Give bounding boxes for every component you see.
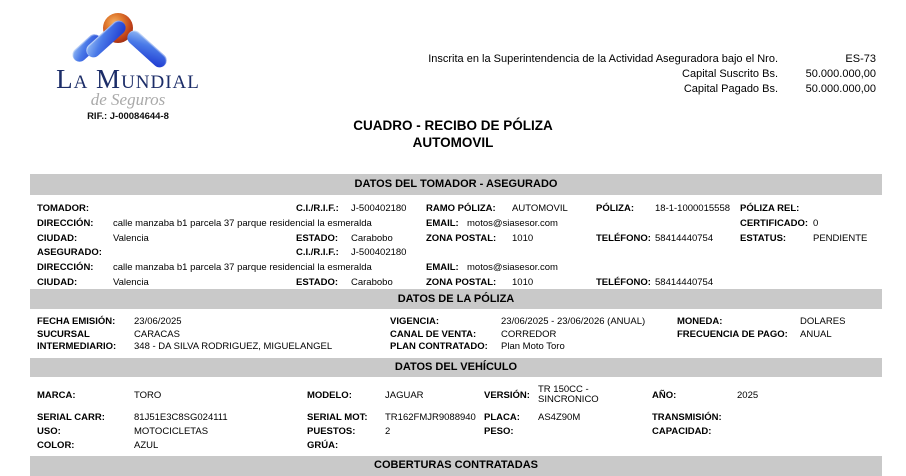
field-fecha-emision-value: 23/06/2025: [134, 316, 182, 327]
field-uso-label: USO:: [37, 426, 61, 437]
field-intermediario-label: INTERMEDIARIO:: [37, 341, 117, 352]
poliza-row: [0, 329, 906, 341]
field-telefono-label: TELÉFONO:: [596, 277, 651, 288]
company-name: La Mundial: [56, 64, 200, 94]
field-serial-carr-value: 81J51E3C8SG024111: [134, 412, 228, 423]
field-vigencia-label: VIGENCIA:: [390, 316, 440, 327]
field-estado-value: Carabobo: [351, 277, 393, 288]
poliza-row: [0, 341, 906, 353]
field-placa-label: PLACA:: [484, 412, 520, 423]
field-ramo-value: AUTOMOVIL: [512, 203, 568, 214]
field-certificado-label: CERTIFICADO:: [740, 218, 809, 229]
field-capacidad-label: CAPACIDAD:: [652, 426, 712, 437]
tomador-row: [0, 262, 906, 274]
field-plan-contratado-label: PLAN CONTRATADO:: [390, 341, 488, 352]
field-email-label: EMAIL:: [426, 262, 459, 273]
registry-row: [0, 53, 906, 66]
field-poliza-value: 18-1-1000015558: [655, 203, 731, 214]
field-direccion-label: DIRECCIÓN:: [37, 218, 94, 229]
field-direccion-label: DIRECCIÓN:: [37, 262, 94, 273]
field-canal-venta-label: CANAL DE VENTA:: [390, 329, 477, 340]
field-version-value: TR 150CC - SINCRONICO: [538, 384, 599, 405]
field-frecuencia-pago-value: ANUAL: [800, 329, 832, 340]
field-placa-value: AS4Z90M: [538, 412, 581, 423]
field-uso-value: MOTOCICLETAS: [134, 426, 209, 437]
field-certificado-value: 0: [813, 218, 819, 229]
vehiculo-row: [0, 412, 906, 424]
field-version-label: VERSIÓN:: [484, 390, 530, 401]
registry-value: 50.000.000,00: [805, 83, 876, 95]
field-plan-contratado-value: Plan Moto Toro: [501, 341, 565, 352]
field-ano-value: 2025: [737, 390, 759, 401]
field-zona-postal-value: 1010: [512, 233, 534, 244]
field-zona-postal-value: 1010: [512, 277, 534, 288]
field-marca-value: TORO: [134, 390, 162, 401]
tomador-row: [0, 233, 906, 245]
field-estatus-value: PENDIENTE: [813, 233, 868, 244]
field-modelo-value: JAGUAR: [385, 390, 424, 401]
field-moneda-value: DOLARES: [800, 316, 846, 327]
vehiculo-row: [0, 426, 906, 438]
field-poliza-label: PÓLIZA:: [596, 203, 634, 214]
field-cirif-label: C.I./R.I.F.:: [296, 203, 339, 214]
tomador-row: [0, 218, 906, 230]
field-telefono-value: 58414440754: [655, 277, 714, 288]
poliza-row: [0, 316, 906, 328]
document-title: [0, 117, 906, 151]
company-rif: RIF.: J-00084644-8: [87, 111, 169, 122]
registry-label: Inscrita en la Superintendencia de la Actividad Aseguradora bajo el Nro.: [428, 53, 778, 65]
field-direccion-value: calle manzaba b1 parcela 37 parque residencial la esmeralda: [113, 262, 372, 273]
field-puestos-value: 2: [385, 426, 391, 437]
field-email-value: motos@siasesor.com: [467, 262, 558, 273]
section-header-coberturas: COBERTURAS CONTRATADAS: [30, 456, 882, 476]
tomador-row: [0, 277, 906, 289]
tomador-row: [0, 247, 906, 259]
company-tagline: de Seguros: [90, 90, 166, 109]
field-ciudad-value: Valencia: [113, 277, 149, 288]
field-direccion-value: calle manzaba b1 parcela 37 parque residencial la esmeralda: [113, 218, 372, 229]
field-marca-label: MARCA:: [37, 390, 76, 401]
field-estado-value: Carabobo: [351, 233, 393, 244]
field-vigencia-value: 23/06/2025 - 23/06/2026 (ANUAL): [501, 316, 646, 327]
registry-value: ES-73: [845, 53, 876, 65]
field-ano-label: AÑO:: [652, 390, 677, 401]
section-header-tomador: DATOS DEL TOMADOR - ASEGURADO: [30, 174, 882, 195]
field-asegurado-label: ASEGURADO:: [37, 247, 102, 258]
field-zona-postal-label: ZONA POSTAL:: [426, 277, 497, 288]
field-sucursal-label: SUCURSAL: [37, 329, 90, 340]
field-color-label: COLOR:: [37, 440, 75, 451]
field-fecha-emision-label: FECHA EMISIÓN:: [37, 316, 116, 327]
field-puestos-label: PUESTOS:: [307, 426, 356, 437]
field-peso-label: PESO:: [484, 426, 514, 437]
field-color-value: AZUL: [134, 440, 159, 451]
field-ramo-label: RAMO PÓLIZA:: [426, 203, 496, 214]
registry-row: [0, 83, 906, 96]
field-serial-mot-value: TR162FMJR9088940: [385, 412, 476, 423]
document-title-line1: CUADRO - RECIBO DE PÓLIZA: [353, 118, 553, 133]
field-modelo-label: MODELO:: [307, 390, 352, 401]
registry-value: 50.000.000,00: [805, 68, 876, 80]
field-frecuencia-pago-label: FRECUENCIA DE PAGO:: [677, 329, 788, 340]
field-intermediario-value: 348 - DA SILVA RODRIGUEZ, MIGUELANGEL: [134, 341, 333, 352]
field-serial-carr-label: SERIAL CARR:: [37, 412, 105, 423]
field-poliza-rel-label: PÓLIZA REL:: [740, 203, 800, 214]
registry-row: [0, 68, 906, 81]
field-sucursal-value: CARACAS: [134, 329, 180, 340]
field-zona-postal-label: ZONA POSTAL:: [426, 233, 497, 244]
field-cirif-value: J-500402180: [351, 247, 407, 258]
field-tomador-label: TOMADOR:: [37, 203, 90, 214]
field-serial-mot-label: SERIAL MOT:: [307, 412, 368, 423]
tomador-row: [0, 203, 906, 215]
field-estado-label: ESTADO:: [296, 233, 339, 244]
registry-label: Capital Pagado Bs.: [683, 83, 778, 95]
field-cirif-value: J-500402180: [351, 203, 407, 214]
vehiculo-row: [0, 384, 906, 405]
field-transmision-label: TRANSMISIÓN:: [652, 412, 722, 423]
document-title-line2: AUTOMOVIL: [412, 135, 494, 150]
vehiculo-row: [0, 440, 906, 452]
field-ciudad-value: Valencia: [113, 233, 149, 244]
field-cirif-label: C.I./R.I.F.:: [296, 247, 339, 258]
field-ciudad-label: CIUDAD:: [37, 233, 78, 244]
field-email-label: EMAIL:: [426, 218, 459, 229]
field-email-value: motos@siasesor.com: [467, 218, 558, 229]
field-estatus-label: ESTATUS:: [740, 233, 787, 244]
field-telefono-value: 58414440754: [655, 233, 714, 244]
field-estado-label: ESTADO:: [296, 277, 339, 288]
field-ciudad-label: CIUDAD:: [37, 277, 78, 288]
field-telefono-label: TELÉFONO:: [596, 233, 651, 244]
field-moneda-label: MONEDA:: [677, 316, 723, 327]
registry-label: Capital Suscrito Bs.: [682, 68, 778, 80]
section-header-poliza: DATOS DE LA PÓLIZA: [30, 289, 882, 309]
section-header-vehiculo: DATOS DEL VEHÍCULO: [30, 358, 882, 377]
field-grua-label: GRÚA:: [307, 440, 339, 451]
field-canal-venta-value: CORREDOR: [501, 329, 557, 340]
